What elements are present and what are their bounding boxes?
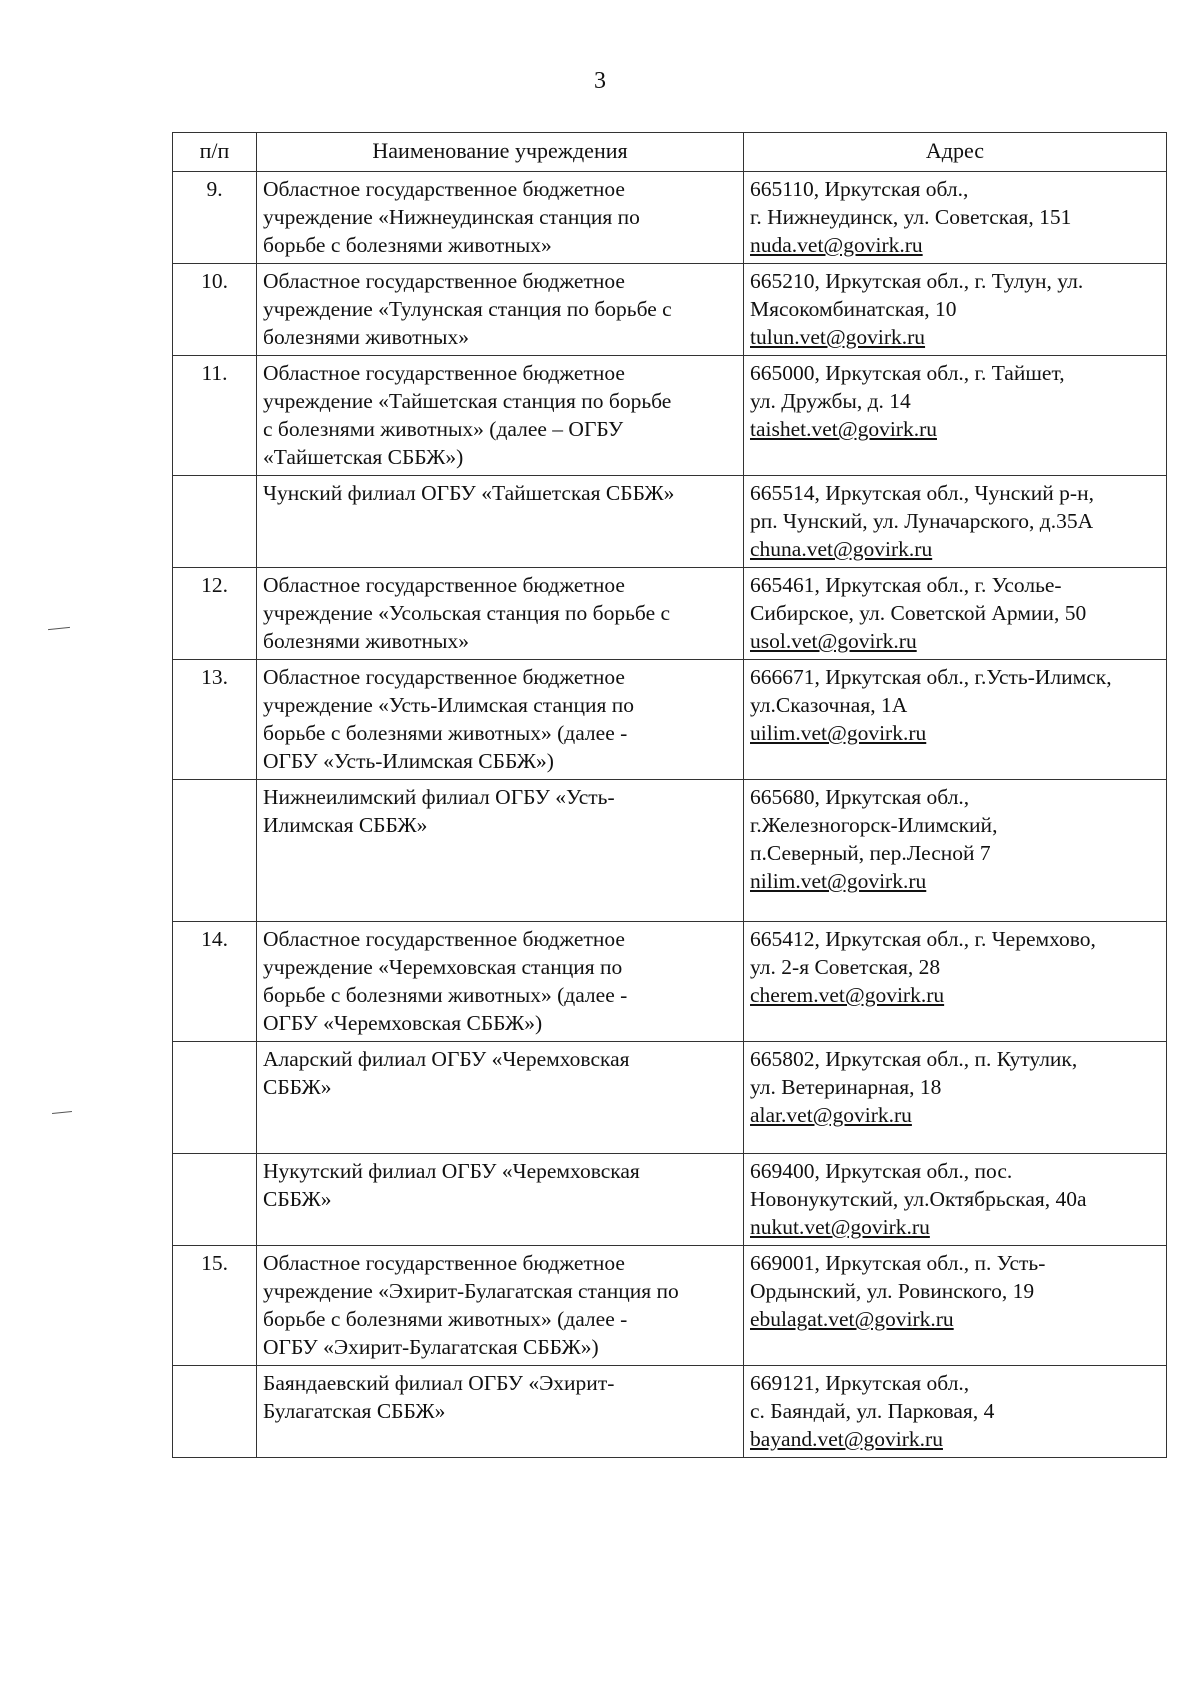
institution-address	[744, 660, 1167, 780]
address-line: г.Железногорск-Илимский,	[750, 813, 998, 837]
table-row	[173, 568, 1167, 660]
institution-name-line: учреждение «Тулунская станция по борьбе с	[263, 297, 672, 321]
institution-name	[257, 780, 744, 922]
table-row	[173, 1042, 1167, 1154]
institution-name-line: учреждение «Тайшетская станция по борьбе	[263, 389, 672, 413]
address-line: 665802, Иркутская обл., п. Кутулик,	[750, 1047, 1078, 1071]
institution-name-line: Нукутский филиал ОГБУ «Черемховская	[263, 1159, 640, 1183]
table-row	[173, 264, 1167, 356]
institution-name	[257, 172, 744, 264]
row-number: 15.	[173, 1246, 257, 1366]
institution-name	[257, 660, 744, 780]
email-link[interactable]: cherem.vet@govirk.ru	[750, 983, 945, 1007]
institution-name-line: борьбе с болезнями животных» (далее -	[263, 721, 628, 745]
institution-name-line: Областное государственное бюджетное	[263, 361, 625, 385]
institution-name-line: учреждение «Усть-Илимская станция по	[263, 693, 635, 717]
row-number	[173, 1366, 257, 1458]
row-number: 12.	[173, 568, 257, 660]
institution-name-line: Чунский филиал ОГБУ «Тайшетская СББЖ»	[263, 481, 675, 505]
institution-name-line: учреждение «Усольская станция по борьбе с	[263, 601, 671, 625]
header-name: Наименование учреждения	[257, 133, 744, 172]
email-link[interactable]: taishet.vet@govirk.ru	[750, 417, 937, 441]
header-address: Адрес	[744, 133, 1167, 172]
address-line: Мясокомбинатская, 10	[750, 297, 957, 321]
table-body	[173, 172, 1167, 1458]
institution-name-line: «Тайшетская СББЖ»)	[263, 445, 464, 469]
institution-name-line: Областное государственное бюджетное	[263, 1251, 625, 1275]
institution-name	[257, 476, 744, 568]
institution-name-line: Областное государственное бюджетное	[263, 573, 625, 597]
institution-name-line: Аларский филиал ОГБУ «Черемховская	[263, 1047, 630, 1071]
row-number: 9.	[173, 172, 257, 264]
address-line: 665680, Иркутская обл.,	[750, 785, 970, 809]
institution-name-line: ОГБУ «Черемховская СББЖ»)	[263, 1011, 543, 1035]
table-row	[173, 476, 1167, 568]
table-row	[173, 1246, 1167, 1366]
page-number: 3	[594, 68, 606, 94]
institution-name-line: учреждение «Эхирит-Булагатская станция по	[263, 1279, 679, 1303]
institution-name-line: Областное государственное бюджетное	[263, 177, 625, 201]
address-line: 666671, Иркутская обл., г.Усть-Илимск,	[750, 665, 1112, 689]
address-line: 669001, Иркутская обл., п. Усть-	[750, 1251, 1046, 1275]
row-number	[173, 1042, 257, 1154]
institution-name	[257, 1154, 744, 1246]
email-link[interactable]: ebulagat.vet@govirk.ru	[750, 1307, 954, 1331]
row-number	[173, 1154, 257, 1246]
institution-name-line: болезнями животных»	[263, 325, 469, 349]
address-line: с. Баяндай, ул. Парковая, 4	[750, 1399, 995, 1423]
address-line: ул. Ветеринарная, 18	[750, 1075, 942, 1099]
institution-name-line: СББЖ»	[263, 1075, 332, 1099]
institution-name-line: Баяндаевский филиал ОГБУ «Эхирит-	[263, 1371, 615, 1395]
table-row	[173, 356, 1167, 476]
address-line: ул.Сказочная, 1А	[750, 693, 908, 717]
institution-name-line: Областное государственное бюджетное	[263, 665, 625, 689]
table-row	[173, 172, 1167, 264]
institution-name-line: Областное государственное бюджетное	[263, 269, 625, 293]
institution-address	[744, 1246, 1167, 1366]
address-line: г. Нижнеудинск, ул. Советская, 151	[750, 205, 1072, 229]
email-link[interactable]: alar.vet@govirk.ru	[750, 1103, 912, 1127]
address-line: ул. Дружбы, д. 14	[750, 389, 911, 413]
header-num: п/п	[173, 133, 257, 172]
email-link[interactable]: usol.vet@govirk.ru	[750, 629, 917, 653]
row-number	[173, 476, 257, 568]
address-line: п.Северный, пер.Лесной 7	[750, 841, 991, 865]
address-line: 665514, Иркутская обл., Чунский р-н,	[750, 481, 1094, 505]
institutions-table	[172, 132, 1167, 1458]
table-row	[173, 922, 1167, 1042]
margin-mark	[52, 1111, 72, 1114]
institution-name-line: болезнями животных»	[263, 629, 469, 653]
institution-address	[744, 1154, 1167, 1246]
institution-name-line: ОГБУ «Усть-Илимская СББЖ»)	[263, 749, 554, 773]
margin-mark	[48, 627, 70, 630]
email-link[interactable]: nuda.vet@govirk.ru	[750, 233, 923, 257]
email-link[interactable]: nilim.vet@govirk.ru	[750, 869, 927, 893]
institution-name-line: борьбе с болезнями животных»	[263, 233, 552, 257]
institution-name	[257, 1042, 744, 1154]
table-row	[173, 660, 1167, 780]
institution-name	[257, 264, 744, 356]
institution-address	[744, 568, 1167, 660]
table-header-row	[173, 133, 1167, 172]
institution-name-line: учреждение «Черемховская станция по	[263, 955, 623, 979]
institution-name-line: ОГБУ «Эхирит-Булагатская СББЖ»)	[263, 1335, 599, 1359]
institution-name-line: Булагатская СББЖ»	[263, 1399, 446, 1423]
address-line: Сибирское, ул. Советской Армии, 50	[750, 601, 1087, 625]
institution-address	[744, 264, 1167, 356]
address-line: Ордынский, ул. Ровинского, 19	[750, 1279, 1035, 1303]
institution-name	[257, 356, 744, 476]
institution-address	[744, 780, 1167, 922]
row-number: 11.	[173, 356, 257, 476]
table-row	[173, 780, 1167, 922]
institution-name	[257, 922, 744, 1042]
institution-name-line: учреждение «Нижнеудинская станция по	[263, 205, 640, 229]
address-line: 665000, Иркутская обл., г. Тайшет,	[750, 361, 1065, 385]
email-link[interactable]: uilim.vet@govirk.ru	[750, 721, 927, 745]
email-link[interactable]: tulun.vet@govirk.ru	[750, 325, 926, 349]
row-number: 14.	[173, 922, 257, 1042]
address-line: 665210, Иркутская обл., г. Тулун, ул.	[750, 269, 1084, 293]
institution-address	[744, 476, 1167, 568]
institution-address	[744, 1366, 1167, 1458]
email-link[interactable]: chuna.vet@govirk.ru	[750, 537, 933, 561]
institution-name-line: Нижнеилимский филиал ОГБУ «Усть-	[263, 785, 615, 809]
institution-name-line: борьбе с болезнями животных» (далее -	[263, 1307, 628, 1331]
address-line: ул. 2-я Советская, 28	[750, 955, 941, 979]
table-row	[173, 1154, 1167, 1246]
institution-name	[257, 1366, 744, 1458]
address-line: рп. Чунский, ул. Луначарского, д.35А	[750, 509, 1094, 533]
institution-address	[744, 1042, 1167, 1154]
institution-address	[744, 922, 1167, 1042]
address-line: 669400, Иркутская обл., пос.	[750, 1159, 1013, 1183]
institution-name-line: с болезнями животных» (далее – ОГБУ	[263, 417, 624, 441]
institution-name-line: Областное государственное бюджетное	[263, 927, 625, 951]
email-link[interactable]: nukut.vet@govirk.ru	[750, 1215, 930, 1239]
institution-name	[257, 1246, 744, 1366]
institution-name-line: борьбе с болезнями животных» (далее -	[263, 983, 628, 1007]
institution-name-line: СББЖ»	[263, 1187, 332, 1211]
address-line: 665412, Иркутская обл., г. Черемхово,	[750, 927, 1096, 951]
institution-name	[257, 568, 744, 660]
row-number	[173, 780, 257, 922]
table-row	[173, 1366, 1167, 1458]
institution-name-line: Илимская СББЖ»	[263, 813, 428, 837]
institution-address	[744, 356, 1167, 476]
row-number: 13.	[173, 660, 257, 780]
address-line: 665110, Иркутская обл.,	[750, 177, 969, 201]
address-line: 669121, Иркутская обл.,	[750, 1371, 970, 1395]
email-link[interactable]: bayand.vet@govirk.ru	[750, 1427, 943, 1451]
address-line: 665461, Иркутская обл., г. Усолье-	[750, 573, 1062, 597]
address-line: Новонукутский, ул.Октябрьская, 40а	[750, 1187, 1087, 1211]
row-number: 10.	[173, 264, 257, 356]
institution-address	[744, 172, 1167, 264]
